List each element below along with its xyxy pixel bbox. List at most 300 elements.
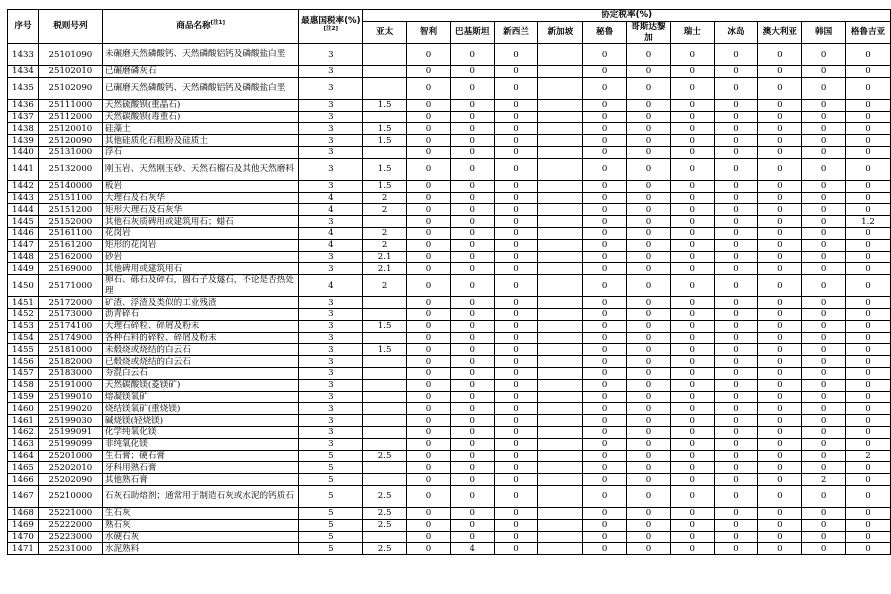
- table-row: [8, 123, 891, 135]
- row-mfn-cell: 3: [299, 297, 363, 309]
- row-rate-cell: 0: [407, 403, 451, 415]
- row-rate-cell: 0: [670, 356, 714, 368]
- row-name-cell: 刚玉岩、天然刚玉砂、天然石榴石及其他天然磨料: [102, 158, 299, 180]
- row-rate-cell: 0: [802, 462, 846, 474]
- row-seq-cell: 1445: [8, 216, 39, 228]
- row-rate-cell: 0: [627, 111, 671, 123]
- row-rate-cell: 2.5: [363, 450, 407, 462]
- row-code-cell: 25151200: [38, 204, 102, 216]
- row-rate-cell: 0: [670, 531, 714, 543]
- row-rate-cell: 0: [846, 462, 891, 474]
- row-rate-cell: [538, 297, 583, 309]
- row-seq-cell: 1466: [8, 474, 39, 486]
- row-mfn-cell: 3: [299, 44, 363, 66]
- row-rate-cell: 0: [714, 462, 758, 474]
- table-row: [8, 403, 891, 415]
- row-rate-cell: 0: [714, 308, 758, 320]
- table-row: [8, 180, 891, 192]
- row-rate-cell: 0: [758, 275, 802, 297]
- row-rate-cell: 0: [714, 403, 758, 415]
- row-name-cell: 板岩: [102, 180, 299, 192]
- row-rate-cell: 0: [714, 44, 758, 66]
- row-rate-cell: 0: [670, 543, 714, 555]
- row-rate-cell: 0: [802, 135, 846, 147]
- row-rate-cell: 0: [758, 204, 802, 216]
- row-rate-cell: 0: [494, 356, 538, 368]
- row-rate-cell: 0: [670, 77, 714, 99]
- row-rate-cell: 0: [450, 251, 494, 263]
- row-rate-cell: 0: [450, 450, 494, 462]
- row-rate-cell: 0: [846, 227, 891, 239]
- row-rate-cell: 0: [583, 519, 627, 531]
- row-rate-cell: 0: [407, 77, 451, 99]
- row-mfn-cell: 5: [299, 450, 363, 462]
- row-name-cell: 未煅烧或烧结的白云石: [102, 344, 299, 356]
- row-rate-cell: 0: [494, 66, 538, 78]
- row-code-cell: 25102090: [38, 77, 102, 99]
- header-country: 澳大利亚: [758, 22, 802, 44]
- row-rate-cell: 0: [758, 379, 802, 391]
- row-rate-cell: 0: [494, 391, 538, 403]
- row-rate-cell: 0: [670, 450, 714, 462]
- row-mfn-cell: 5: [299, 474, 363, 486]
- table-row: [8, 426, 891, 438]
- row-rate-cell: 0: [407, 275, 451, 297]
- row-rate-cell: 0: [802, 66, 846, 78]
- row-code-cell: 25161200: [38, 239, 102, 251]
- row-rate-cell: 0: [758, 158, 802, 180]
- row-rate-cell: 0: [714, 77, 758, 99]
- row-rate-cell: 0: [583, 204, 627, 216]
- row-rate-cell: 0: [583, 531, 627, 543]
- row-rate-cell: 0: [714, 123, 758, 135]
- row-mfn-cell: 3: [299, 77, 363, 99]
- row-rate-cell: 0: [714, 263, 758, 275]
- row-rate-cell: 0: [670, 297, 714, 309]
- row-rate-cell: 0: [583, 426, 627, 438]
- row-rate-cell: [538, 44, 583, 66]
- row-rate-cell: 0: [846, 507, 891, 519]
- row-rate-cell: 0: [627, 320, 671, 332]
- header-agreement: 协定税率(%): [363, 10, 891, 22]
- row-rate-cell: 0: [583, 450, 627, 462]
- row-rate-cell: 0: [714, 356, 758, 368]
- row-rate-cell: 0: [846, 251, 891, 263]
- row-name-cell: 其他熟石膏: [102, 474, 299, 486]
- row-rate-cell: 0: [846, 297, 891, 309]
- row-rate-cell: [538, 356, 583, 368]
- row-rate-cell: 0: [407, 531, 451, 543]
- row-rate-cell: 0: [846, 99, 891, 111]
- tariff-table-body: [8, 44, 891, 555]
- row-rate-cell: 0: [846, 111, 891, 123]
- row-rate-cell: 0: [407, 450, 451, 462]
- row-rate-cell: 0: [714, 379, 758, 391]
- row-seq-cell: 1439: [8, 135, 39, 147]
- row-rate-cell: 0: [583, 135, 627, 147]
- row-code-cell: 25173000: [38, 308, 102, 320]
- row-rate-cell: [538, 239, 583, 251]
- table-row: [8, 251, 891, 263]
- row-rate-cell: 0: [846, 77, 891, 99]
- row-rate-cell: [538, 391, 583, 403]
- row-rate-cell: 0: [450, 415, 494, 427]
- row-code-cell: 25202090: [38, 474, 102, 486]
- row-rate-cell: [538, 320, 583, 332]
- row-rate-cell: 0: [627, 507, 671, 519]
- row-rate-cell: 0: [627, 239, 671, 251]
- row-rate-cell: 2.5: [363, 543, 407, 555]
- header-mfn-note: [注2]: [323, 25, 339, 32]
- row-rate-cell: 0: [583, 332, 627, 344]
- row-rate-cell: [538, 531, 583, 543]
- header-country: 格鲁吉亚: [846, 22, 891, 44]
- row-rate-cell: 0: [670, 403, 714, 415]
- table-row: [8, 320, 891, 332]
- row-rate-cell: 0: [450, 391, 494, 403]
- row-rate-cell: 0: [758, 308, 802, 320]
- row-code-cell: 25174900: [38, 332, 102, 344]
- row-rate-cell: 0: [494, 275, 538, 297]
- row-name-cell: 碱烧镁(轻烧镁): [102, 415, 299, 427]
- row-rate-cell: 0: [494, 344, 538, 356]
- row-rate-cell: 2: [363, 192, 407, 204]
- row-rate-cell: 0: [846, 356, 891, 368]
- row-rate-cell: [538, 403, 583, 415]
- row-rate-cell: 0: [758, 251, 802, 263]
- row-rate-cell: 0: [714, 367, 758, 379]
- row-seq-cell: 1450: [8, 275, 39, 297]
- row-rate-cell: 0: [758, 507, 802, 519]
- row-code-cell: 25199091: [38, 426, 102, 438]
- row-rate-cell: 0: [802, 344, 846, 356]
- row-rate-cell: 0: [670, 474, 714, 486]
- row-rate-cell: [538, 77, 583, 99]
- row-rate-cell: 0: [583, 356, 627, 368]
- row-rate-cell: 0: [802, 192, 846, 204]
- row-code-cell: 25210000: [38, 485, 102, 507]
- row-rate-cell: 0: [758, 320, 802, 332]
- row-code-cell: 25201000: [38, 450, 102, 462]
- row-rate-cell: 0: [758, 123, 802, 135]
- row-code-cell: 25169000: [38, 263, 102, 275]
- row-rate-cell: 0: [627, 356, 671, 368]
- row-rate-cell: 0: [758, 426, 802, 438]
- row-rate-cell: 0: [670, 320, 714, 332]
- row-rate-cell: 0: [627, 204, 671, 216]
- table-row: [8, 227, 891, 239]
- row-rate-cell: 0: [714, 111, 758, 123]
- row-rate-cell: 0: [758, 543, 802, 555]
- row-rate-cell: 0: [714, 450, 758, 462]
- row-rate-cell: 0: [714, 426, 758, 438]
- row-name-cell: 夯混白云石: [102, 367, 299, 379]
- row-rate-cell: 2: [846, 450, 891, 462]
- table-row: [8, 77, 891, 99]
- row-rate-cell: 0: [583, 415, 627, 427]
- row-rate-cell: 0: [494, 44, 538, 66]
- row-rate-cell: 0: [627, 403, 671, 415]
- row-rate-cell: 0: [758, 146, 802, 158]
- table-row: [8, 462, 891, 474]
- row-rate-cell: 0: [627, 531, 671, 543]
- row-rate-cell: 0: [583, 192, 627, 204]
- row-rate-cell: 0: [714, 251, 758, 263]
- row-rate-cell: 0: [450, 519, 494, 531]
- row-rate-cell: [363, 308, 407, 320]
- row-rate-cell: 0: [583, 344, 627, 356]
- row-rate-cell: 0: [714, 519, 758, 531]
- row-rate-cell: 0: [846, 415, 891, 427]
- row-rate-cell: 0: [758, 438, 802, 450]
- row-rate-cell: 0: [670, 227, 714, 239]
- row-rate-cell: 0: [627, 415, 671, 427]
- row-rate-cell: 0: [846, 263, 891, 275]
- row-rate-cell: [538, 66, 583, 78]
- row-rate-cell: 0: [758, 297, 802, 309]
- row-code-cell: 25174100: [38, 320, 102, 332]
- row-rate-cell: 0: [583, 275, 627, 297]
- row-rate-cell: 1.5: [363, 320, 407, 332]
- row-mfn-cell: 3: [299, 438, 363, 450]
- header-country: 哥斯达黎加: [627, 22, 671, 44]
- table-row: [8, 356, 891, 368]
- row-seq-cell: 1453: [8, 320, 39, 332]
- row-rate-cell: 0: [670, 275, 714, 297]
- row-rate-cell: 0: [802, 227, 846, 239]
- row-rate-cell: 0: [714, 485, 758, 507]
- row-rate-cell: [538, 275, 583, 297]
- row-rate-cell: 0: [494, 507, 538, 519]
- row-seq-cell: 1454: [8, 332, 39, 344]
- row-mfn-cell: 3: [299, 251, 363, 263]
- header-name-note: [注1]: [210, 20, 226, 27]
- row-mfn-cell: 3: [299, 123, 363, 135]
- row-mfn-cell: 3: [299, 111, 363, 123]
- row-rate-cell: 0: [407, 263, 451, 275]
- row-rate-cell: 0: [670, 180, 714, 192]
- row-mfn-cell: 4: [299, 275, 363, 297]
- row-rate-cell: 0: [670, 308, 714, 320]
- row-seq-cell: 1459: [8, 391, 39, 403]
- row-rate-cell: 0: [407, 251, 451, 263]
- row-seq-cell: 1471: [8, 543, 39, 555]
- row-rate-cell: 0: [802, 308, 846, 320]
- row-seq-cell: 1460: [8, 403, 39, 415]
- row-rate-cell: 0: [670, 251, 714, 263]
- row-rate-cell: 0: [846, 146, 891, 158]
- row-rate-cell: 0: [450, 426, 494, 438]
- table-row: [8, 44, 891, 66]
- row-code-cell: 25131000: [38, 146, 102, 158]
- row-rate-cell: 0: [450, 204, 494, 216]
- row-mfn-cell: 4: [299, 204, 363, 216]
- row-rate-cell: 0: [802, 507, 846, 519]
- row-code-cell: 25101090: [38, 44, 102, 66]
- row-mfn-cell: 3: [299, 320, 363, 332]
- row-rate-cell: 0: [802, 379, 846, 391]
- row-rate-cell: 0: [802, 216, 846, 228]
- row-rate-cell: [363, 111, 407, 123]
- row-rate-cell: 0: [802, 438, 846, 450]
- row-rate-cell: 0: [714, 216, 758, 228]
- row-rate-cell: 0: [494, 239, 538, 251]
- row-name-cell: 矿渣、浮渣及类似的工业残渣: [102, 297, 299, 309]
- row-mfn-cell: 4: [299, 239, 363, 251]
- row-rate-cell: 0: [714, 415, 758, 427]
- row-seq-cell: 1441: [8, 158, 39, 180]
- row-rate-cell: 0: [802, 158, 846, 180]
- table-row: [8, 308, 891, 320]
- row-rate-cell: 0: [846, 275, 891, 297]
- row-code-cell: 25102010: [38, 66, 102, 78]
- row-name-cell: 其他碑用或建筑用石: [102, 263, 299, 275]
- row-rate-cell: 0: [407, 297, 451, 309]
- row-rate-cell: 0: [758, 77, 802, 99]
- row-rate-cell: 0: [407, 216, 451, 228]
- row-rate-cell: 0: [407, 344, 451, 356]
- row-rate-cell: [363, 367, 407, 379]
- row-name-cell: 未碾磨天然磷酸钙、天然磷酸铝钙及磷酸盐白垩: [102, 44, 299, 66]
- row-code-cell: 25191000: [38, 379, 102, 391]
- row-rate-cell: 2.1: [363, 263, 407, 275]
- row-name-cell: 天然硫酸钡(重晶石): [102, 99, 299, 111]
- row-rate-cell: [538, 426, 583, 438]
- row-rate-cell: 0: [583, 485, 627, 507]
- row-seq-cell: 1437: [8, 111, 39, 123]
- header-country: 新加坡: [538, 22, 583, 44]
- row-rate-cell: 0: [846, 204, 891, 216]
- row-rate-cell: 2.5: [363, 507, 407, 519]
- row-rate-cell: 0: [450, 44, 494, 66]
- row-seq-cell: 1470: [8, 531, 39, 543]
- row-rate-cell: [538, 204, 583, 216]
- row-rate-cell: 0: [802, 44, 846, 66]
- row-code-cell: 25161100: [38, 227, 102, 239]
- row-rate-cell: 0: [450, 135, 494, 147]
- row-rate-cell: 0: [494, 146, 538, 158]
- row-mfn-cell: 3: [299, 308, 363, 320]
- row-rate-cell: [363, 216, 407, 228]
- row-rate-cell: 0: [450, 111, 494, 123]
- row-mfn-cell: 3: [299, 379, 363, 391]
- row-seq-cell: 1440: [8, 146, 39, 158]
- row-name-cell: 沥青碎石: [102, 308, 299, 320]
- row-seq-cell: 1451: [8, 297, 39, 309]
- row-rate-cell: 0: [407, 239, 451, 251]
- row-rate-cell: 0: [758, 135, 802, 147]
- row-code-cell: 25152000: [38, 216, 102, 228]
- row-rate-cell: [363, 146, 407, 158]
- row-rate-cell: 0: [714, 543, 758, 555]
- row-rate-cell: 0: [583, 263, 627, 275]
- header-country: 秘鲁: [583, 22, 627, 44]
- row-rate-cell: 0: [407, 507, 451, 519]
- row-name-cell: 大理石碎粒、碎屑及粉末: [102, 320, 299, 332]
- row-rate-cell: [538, 180, 583, 192]
- row-mfn-cell: 4: [299, 192, 363, 204]
- table-row: [8, 531, 891, 543]
- row-rate-cell: 2: [802, 474, 846, 486]
- row-rate-cell: 0: [450, 77, 494, 99]
- row-rate-cell: 0: [450, 485, 494, 507]
- row-seq-cell: 1435: [8, 77, 39, 99]
- row-rate-cell: 0: [627, 297, 671, 309]
- row-rate-cell: [538, 308, 583, 320]
- row-rate-cell: 0: [802, 251, 846, 263]
- row-rate-cell: 0: [627, 367, 671, 379]
- row-seq-cell: 1447: [8, 239, 39, 251]
- row-rate-cell: 0: [758, 356, 802, 368]
- row-code-cell: 25111000: [38, 99, 102, 111]
- row-rate-cell: 0: [802, 180, 846, 192]
- tariff-table-container: [7, 9, 891, 555]
- row-rate-cell: 0: [583, 367, 627, 379]
- row-rate-cell: 0: [627, 123, 671, 135]
- row-rate-cell: [538, 415, 583, 427]
- row-rate-cell: 0: [583, 474, 627, 486]
- row-rate-cell: 0: [670, 99, 714, 111]
- row-rate-cell: 2: [363, 204, 407, 216]
- row-rate-cell: 0: [407, 426, 451, 438]
- row-rate-cell: 0: [494, 403, 538, 415]
- row-rate-cell: 0: [802, 367, 846, 379]
- row-rate-cell: 0: [583, 320, 627, 332]
- row-rate-cell: [538, 450, 583, 462]
- table-row: [8, 391, 891, 403]
- header-name-text: 商品名称: [176, 21, 211, 32]
- row-code-cell: 25151100: [38, 192, 102, 204]
- row-rate-cell: 0: [407, 123, 451, 135]
- row-rate-cell: 0: [758, 180, 802, 192]
- row-rate-cell: 0: [494, 297, 538, 309]
- row-rate-cell: [538, 99, 583, 111]
- row-rate-cell: 0: [407, 227, 451, 239]
- row-rate-cell: 0: [627, 216, 671, 228]
- row-rate-cell: 2.5: [363, 519, 407, 531]
- row-rate-cell: 0: [627, 379, 671, 391]
- row-rate-cell: 0: [627, 263, 671, 275]
- row-rate-cell: 0: [714, 192, 758, 204]
- row-rate-cell: 1.2: [846, 216, 891, 228]
- header-code: 税则号列: [38, 10, 102, 44]
- row-mfn-cell: 3: [299, 158, 363, 180]
- row-seq-cell: 1464: [8, 450, 39, 462]
- row-seq-cell: 1465: [8, 462, 39, 474]
- row-rate-cell: 0: [450, 438, 494, 450]
- row-rate-cell: 0: [627, 462, 671, 474]
- row-rate-cell: 0: [714, 275, 758, 297]
- row-mfn-cell: 3: [299, 367, 363, 379]
- row-rate-cell: [538, 146, 583, 158]
- row-code-cell: 25199030: [38, 415, 102, 427]
- header-country: 冰岛: [714, 22, 758, 44]
- header-name: [102, 10, 299, 44]
- row-rate-cell: 0: [714, 146, 758, 158]
- row-rate-cell: 0: [846, 320, 891, 332]
- row-rate-cell: 0: [670, 239, 714, 251]
- row-rate-cell: 0: [583, 66, 627, 78]
- row-mfn-cell: 3: [299, 344, 363, 356]
- row-rate-cell: 0: [450, 462, 494, 474]
- row-seq-cell: 1463: [8, 438, 39, 450]
- row-code-cell: 25172000: [38, 297, 102, 309]
- row-code-cell: 25221000: [38, 507, 102, 519]
- row-rate-cell: 0: [714, 99, 758, 111]
- row-rate-cell: 0: [670, 111, 714, 123]
- row-rate-cell: 0: [627, 438, 671, 450]
- row-rate-cell: 0: [627, 275, 671, 297]
